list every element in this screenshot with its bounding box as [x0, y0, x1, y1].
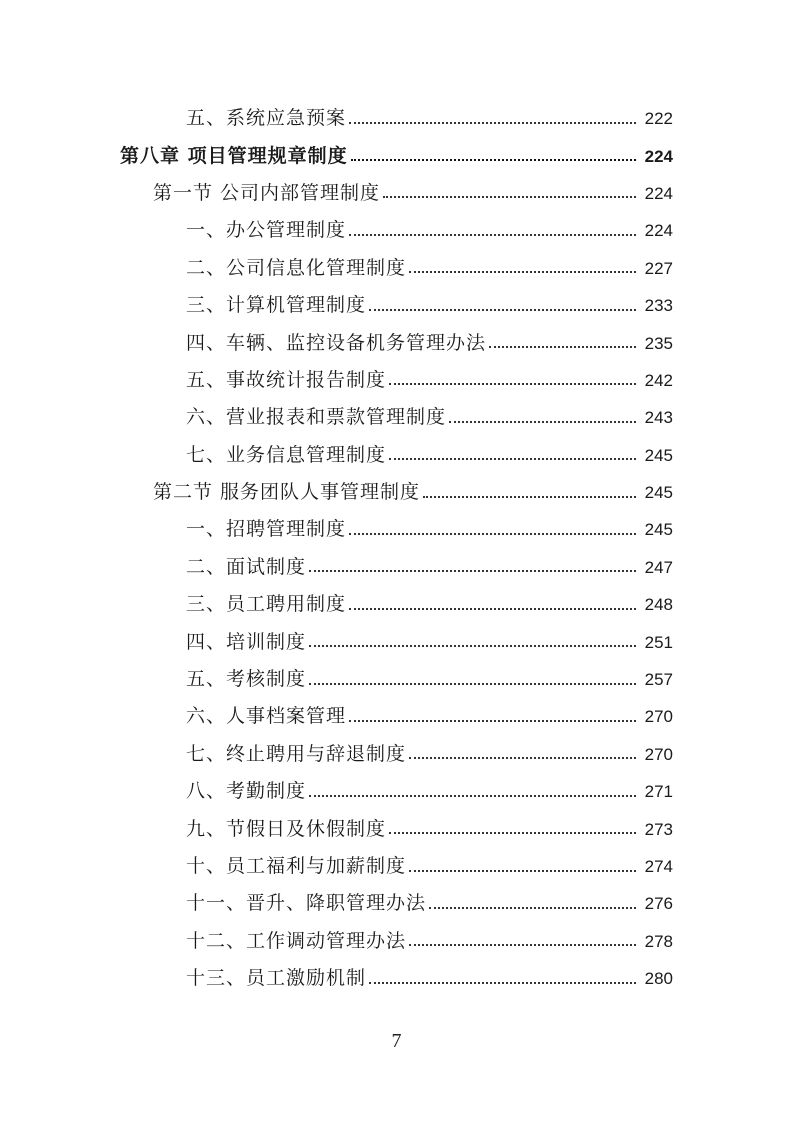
toc-entry-page: 224 [644, 146, 673, 166]
toc-entry-page: 245 [644, 445, 673, 465]
toc-entry-page: 222 [644, 109, 673, 129]
dot-leader [389, 458, 636, 460]
dot-leader [309, 645, 636, 647]
toc-entry-label: 第一节 公司内部管理制度 [153, 181, 381, 204]
toc-entry[interactable] [0, 773, 793, 810]
toc-entry[interactable] [0, 287, 793, 324]
dot-leader [389, 383, 636, 385]
toc-entry-page: 247 [644, 557, 673, 577]
page-number: 7 [391, 1030, 402, 1052]
dot-leader [423, 496, 636, 498]
toc-entry-page: 273 [644, 819, 673, 839]
dot-leader [349, 122, 636, 124]
toc-entry-page: 270 [644, 744, 673, 764]
toc-entry[interactable] [0, 549, 793, 586]
toc-entry[interactable] [0, 923, 793, 960]
toc-entry-label: 八、考勤制度 [186, 780, 307, 803]
dot-leader [309, 795, 636, 797]
dot-leader [449, 421, 636, 423]
toc-entry-page: 274 [644, 857, 673, 876]
toc-entry[interactable] [0, 885, 793, 922]
toc-entry-page: 233 [644, 296, 673, 316]
toc-entry-label: 十、员工福利与加薪制度 [186, 855, 407, 877]
toc-entry-page: 278 [644, 931, 673, 951]
toc-entry-page: 227 [644, 258, 673, 278]
toc-entry[interactable] [0, 960, 793, 997]
toc-entry-label: 十三、员工激励机制 [186, 967, 367, 990]
dot-leader [409, 271, 636, 273]
toc-entry-page: 242 [644, 370, 673, 390]
dot-leader [351, 159, 636, 161]
toc-entry-label: 二、面试制度 [186, 555, 307, 578]
toc-entry-label: 四、车辆、监控设备机务管理办法 [186, 331, 487, 354]
dot-leader [349, 234, 636, 236]
toc-entry-label: 十二、工作调动管理办法 [186, 929, 407, 952]
toc-entry-label: 五、事故统计报告制度 [186, 368, 387, 391]
toc-entry-label: 九、节假日及休假制度 [186, 817, 387, 840]
dot-leader [489, 346, 636, 348]
toc-entry-page: 245 [644, 483, 673, 503]
toc-entry-label: 第二节 服务团队人事管理制度 [153, 481, 421, 504]
toc-entry[interactable] [0, 437, 793, 474]
toc-entry[interactable] [0, 586, 793, 623]
dot-leader [349, 720, 636, 722]
toc-entry-page: 257 [644, 670, 673, 690]
toc-entry[interactable] [0, 698, 793, 735]
toc-section-entry[interactable] [0, 175, 793, 212]
dot-leader [369, 309, 636, 311]
dot-leader [349, 608, 636, 610]
toc-entry-page: 235 [644, 333, 673, 353]
toc-entry[interactable] [0, 250, 793, 287]
toc-entry[interactable] [0, 810, 793, 847]
toc-entry-label: 七、业务信息管理制度 [186, 443, 387, 466]
toc-entry-label: 五、系统应急预案 [186, 107, 347, 130]
toc-entry[interactable] [0, 511, 793, 548]
toc-entry-page: 243 [644, 408, 673, 428]
toc-entry[interactable] [0, 848, 793, 885]
toc-entry-label: 第八章 项目管理规章制度 [120, 144, 348, 167]
toc-entry-page: 224 [644, 183, 673, 203]
table-of-contents [0, 100, 793, 997]
dot-leader [389, 832, 636, 834]
toc-section-entry[interactable] [0, 474, 793, 511]
toc-entry[interactable] [0, 623, 793, 660]
dot-leader [309, 683, 636, 685]
dot-leader [409, 870, 636, 872]
dot-leader [309, 570, 636, 572]
dot-leader [409, 757, 636, 759]
toc-entry-page: 251 [644, 632, 673, 652]
toc-entry-page: 276 [644, 894, 673, 914]
toc-entry-page: 224 [644, 221, 673, 241]
toc-entry-label: 一、办公管理制度 [186, 219, 347, 242]
toc-entry-label: 三、计算机管理制度 [186, 294, 367, 317]
toc-entry-label: 二、公司信息化管理制度 [186, 256, 407, 279]
toc-entry[interactable] [0, 399, 793, 436]
toc-entry[interactable] [0, 661, 793, 698]
dot-leader [369, 982, 636, 984]
toc-entry-page: 280 [644, 969, 673, 989]
toc-entry[interactable] [0, 736, 793, 773]
toc-entry-label: 七、终止聘用与辞退制度 [186, 742, 407, 765]
toc-entry[interactable] [0, 100, 793, 137]
toc-entry-label: 五、考核制度 [186, 668, 307, 691]
toc-entry-page: 245 [644, 520, 673, 540]
toc-entry-label: 六、营业报表和票款管理制度 [186, 406, 447, 429]
toc-entry-label: 四、培训制度 [186, 630, 307, 653]
dot-leader [429, 907, 636, 909]
dot-leader [349, 533, 636, 535]
toc-chapter-entry[interactable] [0, 137, 793, 174]
dot-leader [383, 196, 636, 198]
toc-entry-page: 270 [644, 707, 673, 727]
toc-entry-label: 三、员工聘用制度 [186, 593, 347, 616]
toc-entry-page: 248 [644, 595, 673, 615]
toc-entry-label: 十一、晋升、降职管理办法 [186, 892, 427, 915]
toc-entry[interactable] [0, 324, 793, 361]
toc-entry[interactable] [0, 212, 793, 249]
toc-entry-label: 六、人事档案管理 [186, 705, 347, 728]
toc-entry-label: 一、招聘管理制度 [186, 518, 347, 541]
toc-entry[interactable] [0, 362, 793, 399]
toc-entry-page: 271 [644, 782, 673, 802]
dot-leader [409, 944, 636, 946]
